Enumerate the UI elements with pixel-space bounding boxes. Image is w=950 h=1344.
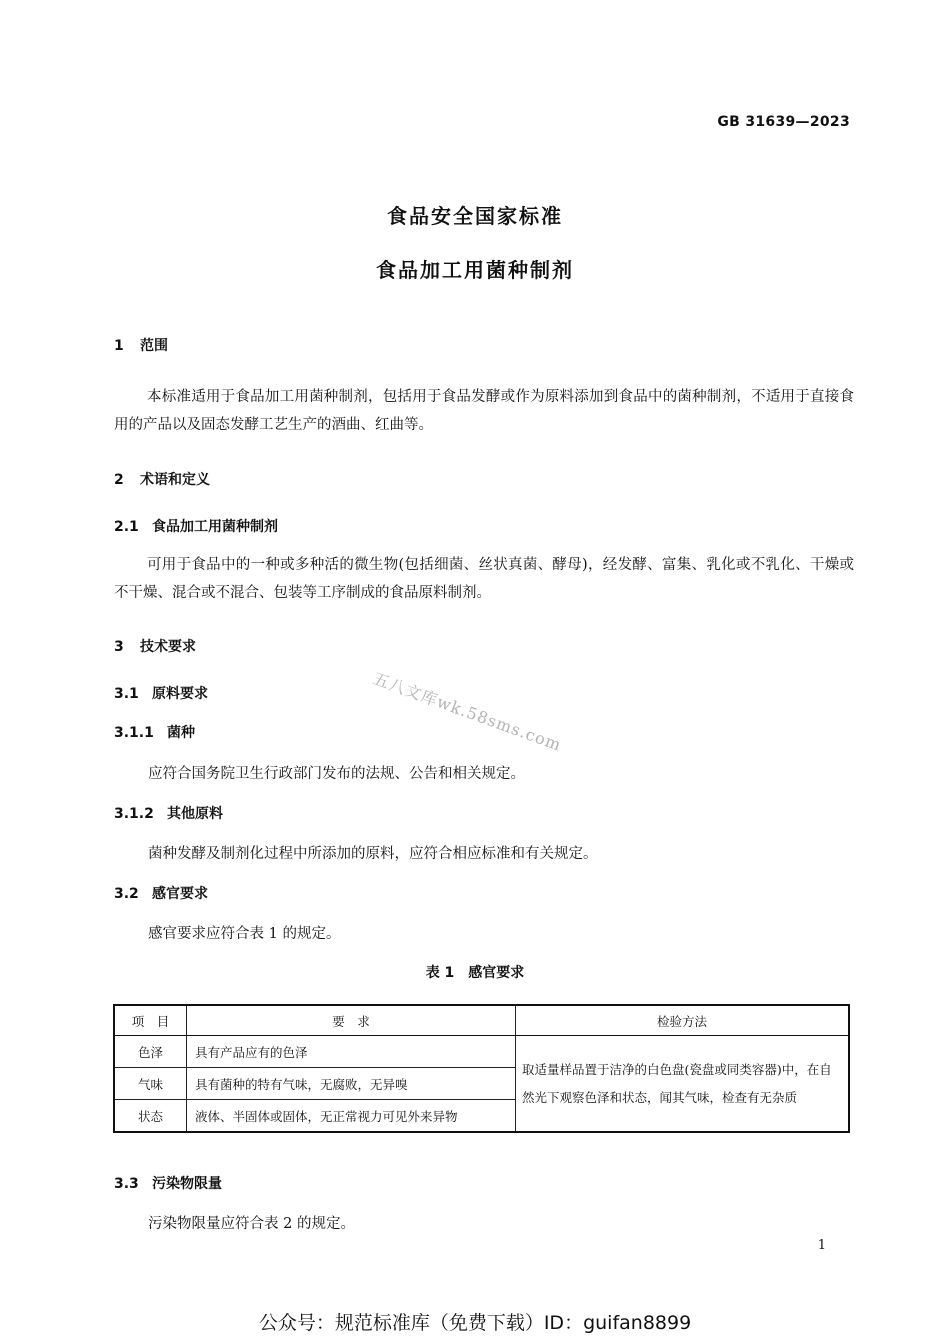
section-number: 2 (114, 472, 124, 488)
section-3-heading (114, 636, 196, 656)
section-1-text: 本标准适用于食品加工用菌种制剂，包括用于食品发酵或作为原料添加到食品中的菌种制剂，不适用于直接食用的产品以及固态发酵工艺生产的酒曲、红曲等。 (114, 389, 854, 433)
doc-title-line2: 食品加工用菌种制剂 (376, 258, 574, 282)
table-1-caption: 表 1 感官要求 (425, 965, 525, 981)
section-number: 1 (114, 338, 124, 354)
section-title: 菌种 (167, 725, 195, 741)
row-requirement: 液体、半固体或固体，无正常视力可见外来异物 (187, 1100, 516, 1133)
section-2-1-text: 可用于食品中的一种或多种活的微生物(包括细菌、丝状真菌、酵母)，经发酵、富集、乳化或不乳化、干燥或不干燥、混合或不混合、包装等工序制成的食品原料制剂。 (114, 557, 854, 601)
section-3-3-text: 污染物限量应符合表 2 的规定。 (148, 1216, 355, 1232)
section-3-1-heading (114, 683, 208, 703)
column-header-requirement: 要 求 (187, 1005, 516, 1036)
row-requirement: 具有菌种的特有气味，无腐败，无异嗅 (187, 1068, 516, 1100)
column-header-item: 项 目 (114, 1005, 187, 1036)
section-number: 3.1.1 (114, 725, 154, 741)
section-3-1-2-heading (114, 803, 223, 823)
section-title: 污染物限量 (152, 1176, 222, 1192)
section-2-heading (114, 469, 210, 489)
row-item: 色泽 (114, 1036, 187, 1068)
section-number: 3.3 (114, 1176, 139, 1192)
section-number: 3.2 (114, 886, 139, 902)
section-3-1-1-heading (114, 722, 195, 742)
section-number: 3.1.2 (114, 806, 154, 822)
table-row (114, 1036, 849, 1068)
section-title: 原料要求 (152, 686, 208, 702)
section-3-2-text: 感官要求应符合表 1 的规定。 (148, 926, 341, 942)
section-title: 术语和定义 (140, 472, 210, 488)
column-header-method: 检验方法 (516, 1005, 850, 1036)
section-3-2-heading (114, 883, 208, 903)
row-requirement: 具有产品应有的色泽 (187, 1036, 516, 1068)
row-method: 取适量样品置于洁净的白色盘(瓷盘或同类容器)中，在自然光下观察色泽和状态，闻其气味，检查有无杂质 (516, 1036, 850, 1133)
section-1-heading (114, 335, 168, 355)
doc-title-line1: 食品安全国家标准 (387, 204, 563, 228)
section-3-1-2-text: 菌种发酵及制剂化过程中所添加的原料，应符合相应标准和有关规定。 (148, 846, 598, 862)
section-number: 3 (114, 639, 124, 655)
watermark: 五八文库wk.58sms.com (370, 668, 565, 755)
row-item: 气味 (114, 1068, 187, 1100)
section-number: 2.1 (114, 519, 139, 535)
section-number: 3.1 (114, 686, 139, 702)
table-header-row (114, 1005, 849, 1036)
section-3-1-1-text: 应符合国务院卫生行政部门发布的法规、公告和相关规定。 (148, 766, 525, 782)
section-2-1-heading (114, 516, 278, 536)
section-title: 食品加工用菌种制剂 (152, 519, 278, 535)
section-title: 感官要求 (152, 886, 208, 902)
footer-banner: 公众号：规范标准库（免费下载）ID：guifan8899 (258, 1312, 692, 1334)
page-number: 1 (817, 1238, 826, 1253)
row-item: 状态 (114, 1100, 187, 1133)
section-title: 其他原料 (167, 806, 223, 822)
section-title: 范围 (140, 338, 168, 354)
sensory-requirements-table (113, 1004, 850, 1133)
section-3-3-heading (114, 1173, 222, 1193)
standard-number: GB 31639—2023 (717, 114, 850, 130)
section-title: 技术要求 (140, 639, 196, 655)
